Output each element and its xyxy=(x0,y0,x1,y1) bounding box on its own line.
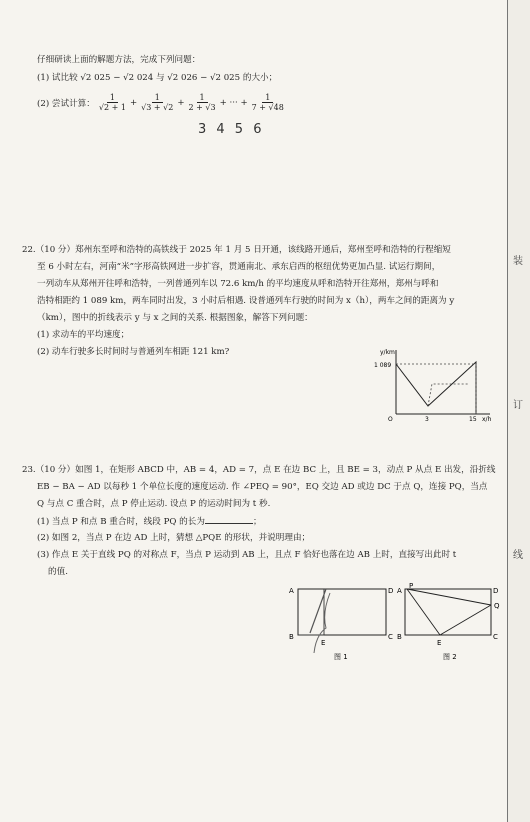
q23-figure-1 xyxy=(286,583,396,665)
svg-text:P: P xyxy=(409,583,414,590)
graph-x-tick-end: 15 xyxy=(469,416,477,422)
q23-sub3a: (3) 作点 E 关于直线 PQ 的对称点 F，当点 P 运动到 AB 上，且点 F 恰好也落在边 AB 上时，直接写出此时 t xyxy=(37,550,457,560)
q21-intro: 仔细研读上面的解题方法，完成下列问题： xyxy=(37,55,201,65)
q22-line-5: （km），图中的折线表示 y 与 x 之间的关系. 根据图象，解答下列问题： xyxy=(37,313,313,323)
svg-text:E: E xyxy=(437,639,442,647)
figure-2-caption: 图 2 xyxy=(443,653,457,661)
svg-text:C: C xyxy=(388,633,393,641)
q22-graph xyxy=(372,344,502,422)
graph-xlabel: x/h xyxy=(482,416,492,422)
q23-sub3b: 的值. xyxy=(48,567,68,577)
side-mark: 装 xyxy=(513,256,523,267)
handwritten-note: 3 4 5 6 xyxy=(198,122,265,137)
plus-sign: + xyxy=(129,97,138,108)
binding-margin xyxy=(507,0,530,822)
graph-x-tick-mid: 3 xyxy=(425,416,429,422)
q22-line-2: 至 6 小时左右，河南“米”字形高铁网进一步扩容，贯通南北、承东启西的枢纽优势更加凸显. 试运行期间， xyxy=(37,262,441,272)
side-mark: 订 xyxy=(513,400,523,411)
svg-text:A: A xyxy=(289,587,294,595)
q23-sub2: (2) 如图 2，当点 P 在边 AD 上时，猜想 △PQE 的形状，并说明理由； xyxy=(37,533,311,543)
fraction: $\frac{1}{2 + √3}$ xyxy=(188,93,216,112)
q22-sub2: (2) 动车行驶多长时间时与普通列车相距 121 km? xyxy=(37,347,230,357)
q23-line-1: 23.（10 分）如图 1，在矩形 ABCD 中，AB = 4，AD = 7，点 E 在边 BC 上，且 BE = 3，动点 P 从点 E 出发，沿折线 xyxy=(22,465,496,475)
q22-line-1: 22.（10 分）郑州东至呼和浩特的高铁线于 2025 年 1 月 5 日开通，该线路开通后，郑州至呼和浩特的行程缩短 xyxy=(22,245,451,255)
fraction: $\frac{1}{7 + √48}$ xyxy=(251,93,284,112)
q21-part2 xyxy=(37,93,284,112)
q23-line-3: Q 与点 C 重合时，点 P 停止运动. 设点 P 的运动时间为 t 秒. xyxy=(37,499,271,509)
answer-blank xyxy=(205,515,253,524)
plus-sign: + xyxy=(177,97,185,108)
svg-text:D: D xyxy=(388,587,394,595)
q21-part2-label: (2) 尝试计算： xyxy=(37,98,95,109)
svg-text:E: E xyxy=(321,639,326,647)
svg-text:D: D xyxy=(493,587,499,595)
graph-origin: O xyxy=(388,416,393,422)
svg-text:B: B xyxy=(397,633,402,641)
fraction: $\frac{1}{√2 + 1}$ xyxy=(98,93,126,112)
figure-1-caption: 图 1 xyxy=(334,653,348,661)
q21-part1: (1) 试比较 √2 025 − √2 024 与 √2 026 − √2 025 的大小； xyxy=(37,73,278,83)
svg-text:B: B xyxy=(289,633,294,641)
q22-sub1: (1) 求动车的平均速度； xyxy=(37,330,130,340)
svg-text:C: C xyxy=(493,633,498,641)
q22-line-3: 一列动车从郑州开往呼和浩特，一列普通列车以 72.6 km/h 的平均速度从呼和浩特开往郑州，郑州与呼和 xyxy=(37,279,439,289)
q23-line-2: EB − BA − AD 以每秒 1 个单位长度的速度运动. 作 ∠PEQ = 90°，EQ 交边 AD 或边 DC 于点 Q，连接 PQ，当点 xyxy=(37,482,488,492)
graph-y-tick: 1 089 xyxy=(374,362,392,369)
side-mark: 线 xyxy=(513,550,523,561)
q23-sub1: (1) 当点 P 和点 B 重合时，线段 PQ 的长为 ； xyxy=(37,517,262,527)
q23-figure-2 xyxy=(395,583,505,665)
fraction: $\frac{1}{√3 + √2}$ xyxy=(141,93,174,112)
svg-text:Q: Q xyxy=(494,602,500,610)
graph-ylabel: y/km xyxy=(380,349,395,356)
q22-line-4: 浩特相距约 1 089 km，两车同时出发，3 小时后相遇. 设普通列车行驶的时间为 x（h），两车之间的距离为 y xyxy=(37,296,455,306)
ellipsis: + ··· + xyxy=(219,97,248,108)
svg-text:A: A xyxy=(397,587,402,595)
